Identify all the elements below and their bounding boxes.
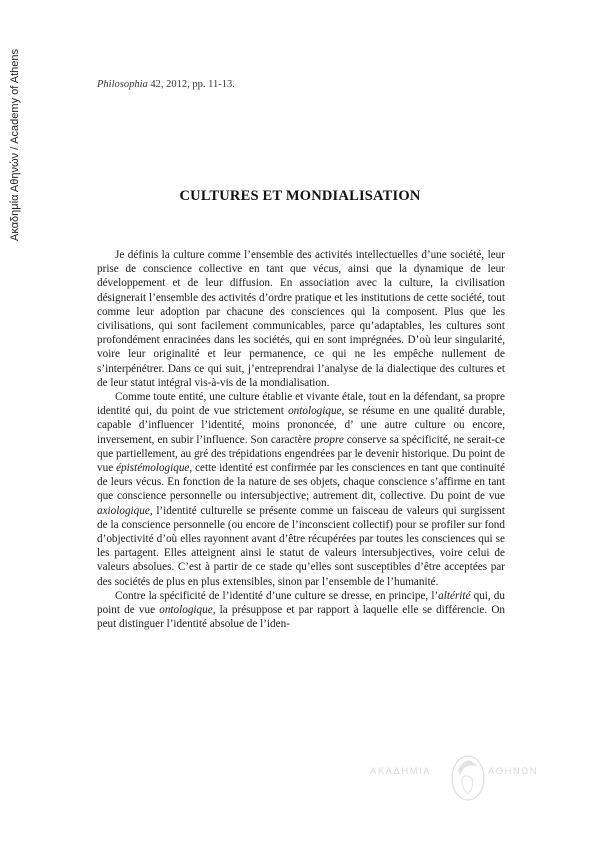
article-title: CULTURES ET MONDIALISATION: [179, 188, 421, 204]
paragraph: [97, 390, 505, 589]
citation: [97, 79, 235, 90]
italic-term: ontologique: [288, 405, 342, 418]
text-run: conserve sa spécificité, ne serait-ce que partiellement, au gré des trépidations engendrées par le devenir historique. Du point de vue: [97, 433, 505, 475]
text-run: , cette identité est confirmée par les consciences en tant que continuité de leurs vécus. En fonction de la nature de ses objets, chaque conscience s’affirme en tant que conscience personnelle ou intersubjective; autrement dit, collective. Du point de vue: [97, 462, 505, 503]
athena-head-emblem-icon: [448, 748, 488, 804]
text-run: Contre la spécificité de l’identité d’une culture se dresse, en principe, l’: [115, 589, 439, 602]
italic-term: propre: [314, 433, 344, 446]
citation-journal: Philosophia: [97, 79, 148, 90]
article-body: [97, 248, 505, 631]
italic-term: ontologique: [159, 604, 213, 617]
italic-term: épistémologique: [116, 462, 190, 475]
citation-details: 42, 2012, pp. 11-13.: [147, 79, 235, 90]
footer-watermark-right-word: ΑΘΗΝΩΝ: [488, 766, 539, 777]
text-run: , se résume en une qualité durable, capable d’influencer l’identité, moins prononcée, d’ une autre culture ou encore, inversement, en subir l’influence. Son caractère: [97, 405, 506, 446]
side-watermark: [6, 40, 24, 250]
footer-watermark-left-word: ΑΚΑΔΗΜΙΑ: [370, 766, 432, 777]
text-run: Je définis la culture comme l’ensemble des activités intellectuelles d’une société, leur prise de conscience collective en tant que vécus, ainsi que la dynamique de leur développement et de leur diffusion. En association avec la culture, la civilisation désignerait l’ensemble des activités d’ordre pratique et les institutions de cette société, tout comme leur adoption par chacune des consciences qui la composent. Plus que les civilisations, qui sont facilement communicables, parce qu’adaptables, les cultures sont profondément enracinées dans les sociétés, qui en sont imprégnées. D’où leur singularité, voire leur originalité et leur permanence, ce qui ne les empêche nullement de s’interpénétrer. Dans ce qui suit, j’entreprendrai l’analyse de la dialectique des cultures et de leur statut intégral vis-à-vis de la mondialisation.: [97, 249, 505, 389]
italic-term: altérité: [438, 589, 471, 602]
text-run: Comme toute entité, une culture établie et vivante étale, tout en la défendant, sa propre identité qui, du point de vue strictement: [97, 391, 505, 418]
side-watermark-text: Ακαδημία Αθηνών / Academy of Athens: [9, 48, 22, 242]
paragraph: [97, 248, 505, 390]
text-run: , la présuppose et par rapport à laquelle elle se différencie. On peut distinguer l’identité absolue de l’iden-: [97, 604, 505, 631]
italic-term: axiologique: [97, 504, 150, 517]
footer-watermark: [370, 748, 570, 808]
text-run: qui, du point de vue: [97, 589, 505, 617]
paragraph: [97, 589, 505, 632]
text-run: , l’identité culturelle se présente comme un faisceau de valeurs qui surgissent de la conscience personnelle (ou encore de l’inconscient collectif) pour se profiler sur fond d’objectivité d’où elles rayonnent avant d’être récupérées par toutes les consciences qui se les partagent. Elles atteignent ainsi le statut de valeurs intersubjectives, voire celui de valeurs absolues. C’est à partir de ce stade qu’elles sont susceptibles d’être acceptées par des sociétés de plus en plus extensibles, sinon par l’ensemble de l’humanité.: [97, 504, 505, 588]
